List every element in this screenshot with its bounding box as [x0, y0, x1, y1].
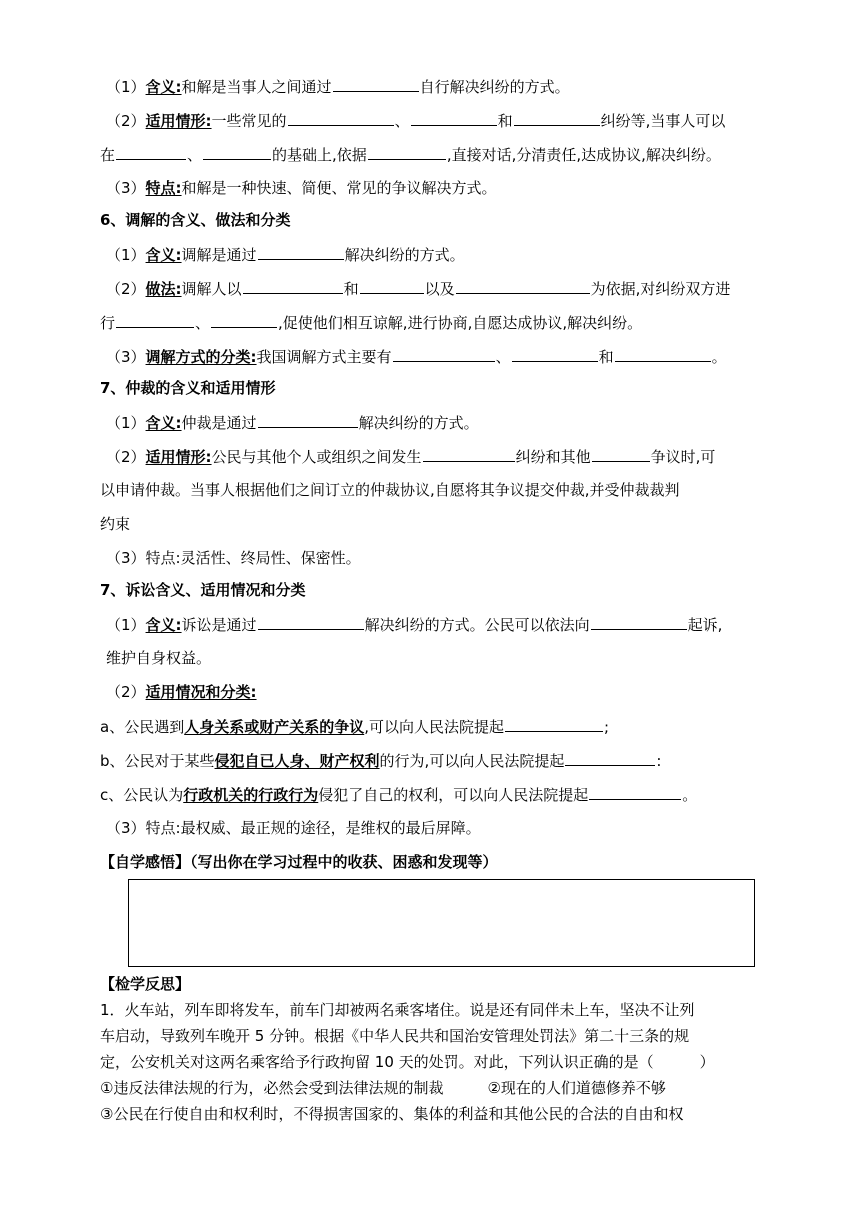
text: 、	[495, 348, 511, 366]
fill-blank[interactable]	[116, 312, 194, 328]
fill-blank[interactable]	[288, 110, 394, 126]
arbitration-scope-line	[106, 446, 715, 467]
mediation-method-line-2	[100, 312, 642, 333]
text: 争议时,可	[650, 448, 716, 466]
mediation-types-line	[106, 346, 727, 367]
litigation-case-b	[100, 750, 661, 771]
litigation-meaning-line	[106, 614, 722, 635]
section-6-heading: 6、调解的含义、做法和分类	[100, 211, 291, 229]
fill-blank[interactable]	[591, 614, 687, 630]
keyword-criminal: 侵犯自已人身、财产权利	[214, 752, 380, 770]
text: 行	[100, 314, 116, 332]
mediation-meaning-line	[106, 244, 465, 265]
litigation-feature-line: （3）特点:最权威、最正规的途径，是维权的最后屏障。	[106, 819, 481, 837]
item-number: （2）	[106, 683, 146, 701]
fill-blank[interactable]	[456, 278, 590, 294]
text: 、	[187, 146, 203, 164]
reconcile-feature-line	[106, 178, 497, 198]
text: 。	[711, 348, 727, 366]
fill-blank[interactable]	[368, 144, 446, 160]
reflection-answer-box[interactable]	[128, 879, 755, 967]
text: b、公民对于某些	[100, 752, 215, 770]
keyword-meaning: 含义:	[145, 414, 182, 432]
keyword-scope: 适用情形:	[145, 112, 212, 130]
text: 和解是当事人之间通过	[181, 78, 332, 96]
item-number: （1）	[106, 414, 146, 432]
litigation-case-c	[100, 784, 697, 805]
fill-blank[interactable]	[258, 614, 364, 630]
text: 的行为,可以向人民法院提起	[379, 752, 565, 770]
text: 以及	[424, 280, 455, 298]
fill-blank[interactable]	[203, 144, 271, 160]
mediation-method-line	[106, 278, 730, 299]
fill-blank[interactable]	[258, 412, 358, 428]
text: 解决纠纷的方式。公民可以依法向	[364, 616, 590, 634]
keyword-scope: 适用情形:	[145, 448, 212, 466]
text: :	[656, 752, 662, 770]
item-number: （1）	[106, 616, 146, 634]
keyword-meaning: 含义:	[145, 78, 182, 96]
text: 为依据,对纠纷双方进	[590, 280, 731, 298]
keyword-types: 调解方式的分类:	[145, 348, 257, 366]
text: 和	[598, 348, 614, 366]
text: 我国调解方式主要有	[256, 348, 392, 366]
keyword-administrative: 行政机关的行政行为	[183, 786, 319, 804]
reflection-heading: 【自学感悟】（写出你在学习过程中的收获、困惑和发现等）	[100, 853, 498, 871]
text: 侵犯了自己的权利，可以向人民法院提起	[318, 786, 589, 804]
item-number: （3）	[106, 179, 146, 197]
text: ;	[604, 718, 610, 736]
option-2: ②现在的人们道德修养不够	[487, 1079, 666, 1097]
item-number: （3）	[106, 348, 146, 366]
litigation-case-a	[100, 716, 609, 737]
fill-blank[interactable]	[211, 312, 277, 328]
text: 起诉,	[687, 616, 723, 634]
item-number: （2）	[106, 280, 146, 298]
text: 调解人以	[181, 280, 242, 298]
text: 。	[682, 786, 698, 804]
text: ,促使他们相互谅解,进行协商,自愿达成协议,解决纠纷。	[278, 314, 643, 332]
text: c、公民认为	[100, 786, 184, 804]
fill-blank[interactable]	[116, 144, 186, 160]
question-1-line-3	[100, 1052, 715, 1072]
item-number: （1）	[106, 78, 146, 96]
text: 和	[497, 112, 513, 130]
option-1: ①违反法律法规的行为，必然会受到法律法规的制裁	[100, 1079, 444, 1097]
keyword-civil: 人身关系或财产关系的争议	[184, 718, 365, 736]
text: 和	[343, 280, 359, 298]
text: a、公民遇到	[100, 718, 185, 736]
keyword-types: 适用情况和分类:	[145, 683, 257, 701]
fill-blank[interactable]	[258, 244, 344, 260]
fill-blank[interactable]	[615, 346, 711, 362]
fill-blank[interactable]	[360, 278, 424, 294]
text: 纠纷等,当事人可以	[600, 112, 726, 130]
text: 和解是一种快速、简便、常见的争议解决方式。	[181, 179, 497, 197]
text: 公民与其他个人或组织之间发生	[211, 448, 422, 466]
fill-blank[interactable]	[512, 346, 598, 362]
fill-blank[interactable]	[423, 446, 515, 462]
option-3: ③公民在行使自由和权利时，不得损害国家的、集体的利益和其他公民的合法的自由和权	[100, 1105, 684, 1123]
fill-blank[interactable]	[592, 446, 650, 462]
text: 的基础上,依据	[272, 146, 367, 164]
text: ,可以向人民法院提起	[364, 718, 504, 736]
keyword-meaning: 含义:	[145, 246, 182, 264]
fill-blank[interactable]	[411, 110, 497, 126]
fill-blank[interactable]	[333, 76, 419, 92]
check-heading: 【检学反思】	[100, 975, 191, 993]
fill-blank[interactable]	[393, 346, 495, 362]
text: 仲裁是通过	[181, 414, 257, 432]
fill-blank[interactable]	[589, 784, 681, 800]
item-number: （1）	[106, 246, 146, 264]
text: 定，公安机关对这两名乘客给予行政拘留 10 天的处罚。对此，下列认识正确的是（	[100, 1053, 654, 1071]
text: 自行解决纠纷的方式。	[419, 78, 570, 96]
fill-blank[interactable]	[243, 278, 343, 294]
arbitration-scope-line-3: 约束	[100, 515, 131, 533]
text: 纠纷和其他	[515, 448, 591, 466]
arbitration-feature-line: （3）特点:灵活性、终局性、保密性。	[106, 549, 361, 567]
reconcile-scope-line	[106, 110, 725, 131]
text: 诉讼是通过	[181, 616, 257, 634]
keyword-meaning: 含义:	[145, 616, 182, 634]
reconcile-meaning-line	[106, 76, 570, 97]
section-7-arbitration-heading: 7、仲裁的含义和适用情形	[100, 379, 276, 397]
arbitration-scope-line-2: 以申请仲裁。当事人根据他们之间订立的仲裁协议,自愿将其争议提交仲裁,并受仲裁裁判	[100, 481, 680, 499]
item-number: （2）	[106, 112, 146, 130]
keyword-method: 做法:	[145, 280, 182, 298]
fill-blank[interactable]	[565, 750, 655, 766]
arbitration-meaning-line	[106, 412, 479, 433]
text: 解决纠纷的方式。	[344, 246, 465, 264]
text: 在	[100, 146, 116, 164]
reconcile-scope-line-2	[100, 144, 721, 165]
litigation-types-line	[106, 682, 257, 702]
text: 、	[195, 314, 211, 332]
litigation-meaning-line-2: 维护自身权益。	[106, 649, 212, 667]
option-line-1	[100, 1078, 666, 1098]
keyword-feature: 特点:	[145, 179, 182, 197]
section-7-litigation-heading: 7、诉讼含义、适用情况和分类	[100, 581, 306, 599]
question-1-line-1: 1．火车站，列车即将发车，前车门却被两名乘客堵住。说是还有同伴未上车，坚决不让列	[100, 1001, 695, 1019]
text: ,直接对话,分清责任,达成协议,解决纠纷。	[446, 146, 721, 164]
text: 解决纠纷的方式。	[358, 414, 479, 432]
fill-blank[interactable]	[505, 716, 603, 732]
fill-blank[interactable]	[514, 110, 600, 126]
text: 一些常见的	[211, 112, 287, 130]
text: 、	[394, 112, 410, 130]
text: 调解是通过	[181, 246, 257, 264]
item-number: （2）	[106, 448, 146, 466]
question-1-line-2: 车启动，导致列车晚开 5 分钟。根据《中华人民共和国治安管理处罚法》第二十三条的规	[100, 1027, 690, 1045]
text: ）	[699, 1053, 715, 1071]
